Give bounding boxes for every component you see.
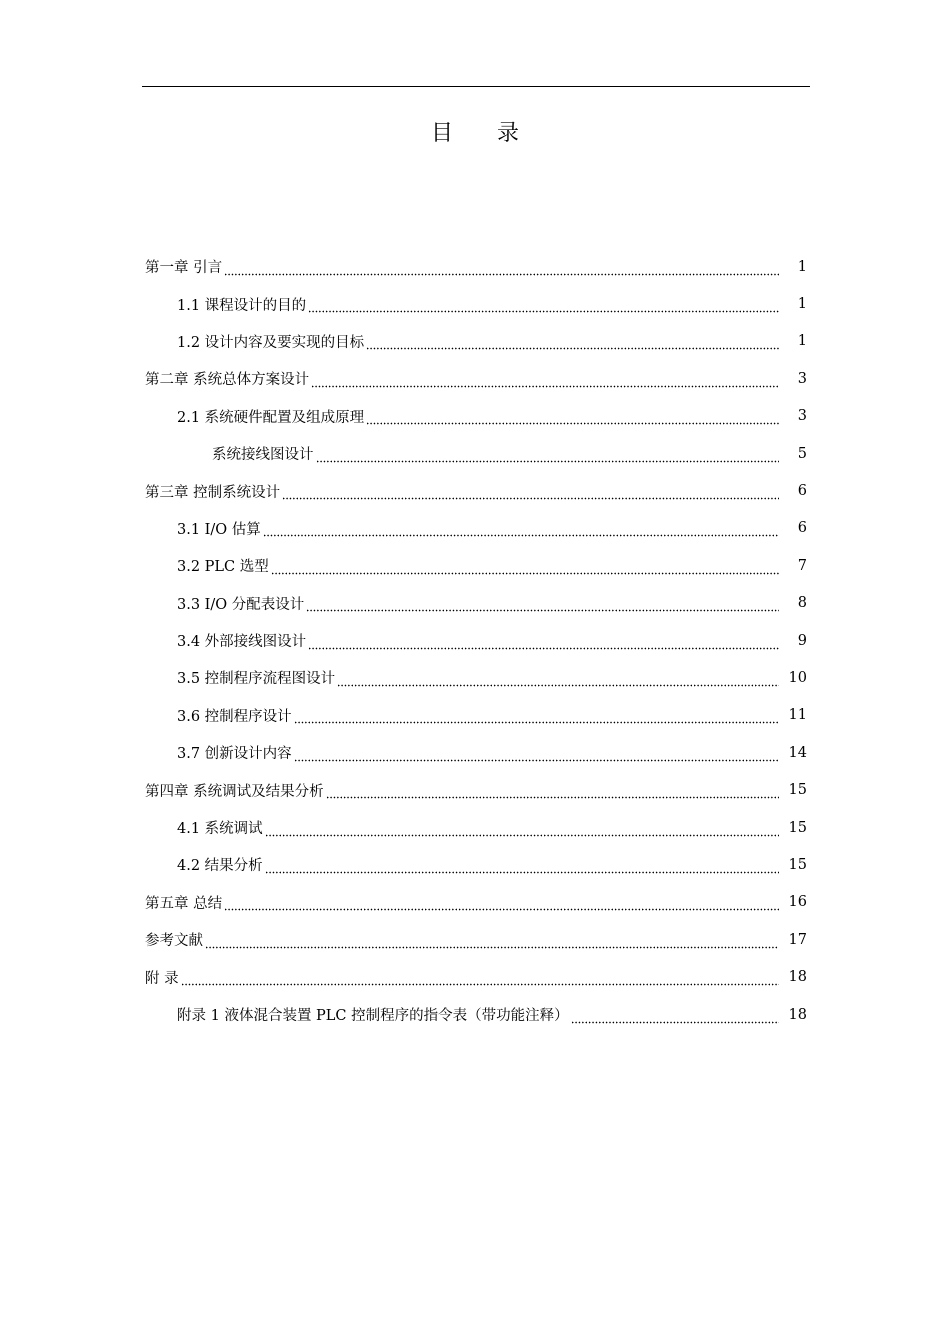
- toc-entry[interactable]: [145, 996, 807, 1033]
- toc-entry-page: 11: [788, 707, 807, 724]
- toc-entry[interactable]: [145, 622, 807, 659]
- toc-leader-dots: [282, 486, 779, 500]
- toc-entry-label: 3.3 I/O 分配表设计: [177, 596, 305, 613]
- toc-entry[interactable]: [145, 585, 807, 622]
- title-char-2: 录: [497, 121, 520, 146]
- toc-entry-page: 15: [788, 782, 807, 799]
- toc-entry-page: 5: [797, 445, 807, 462]
- toc-leader-dots: [326, 785, 779, 799]
- toc-entry[interactable]: [145, 547, 807, 584]
- toc-leader-dots: [224, 897, 779, 911]
- toc-leader-dots: [265, 860, 779, 874]
- toc-entry-page: 16: [788, 894, 807, 911]
- toc-entry-page: 15: [788, 856, 807, 873]
- toc-entry-label: 系统接线图设计: [212, 447, 314, 464]
- toc-entry-page: 7: [797, 557, 807, 574]
- toc-leader-dots: [571, 1010, 779, 1024]
- toc-entry[interactable]: [145, 884, 807, 921]
- toc-entry-label: 第三章 控制系统设计: [145, 484, 281, 501]
- header-rule: [142, 86, 810, 87]
- toc-entry[interactable]: [145, 659, 807, 696]
- toc-entry-label: 第五章 总结: [145, 895, 223, 912]
- toc-entry[interactable]: [145, 360, 807, 397]
- toc-entry-label: 第二章 系统总体方案设计: [145, 372, 310, 389]
- toc-entry[interactable]: [145, 846, 807, 883]
- toc-entry-page: 1: [797, 296, 807, 313]
- toc-entry-label: 3.5 控制程序流程图设计: [177, 671, 336, 688]
- toc-leader-dots: [366, 336, 779, 350]
- toc-leader-dots: [308, 636, 779, 650]
- toc-entry[interactable]: [145, 697, 807, 734]
- toc-entry-page: 1: [797, 333, 807, 350]
- toc-entry[interactable]: [145, 472, 807, 509]
- toc-leader-dots: [316, 449, 780, 463]
- table-of-contents: [145, 248, 807, 1033]
- toc-entry-page: 10: [788, 669, 807, 686]
- toc-leader-dots: [294, 710, 779, 724]
- toc-leader-dots: [205, 935, 779, 949]
- toc-entry-label: 1.2 设计内容及要实现的目标: [177, 334, 365, 351]
- toc-entry-label: 4.2 结果分析: [177, 858, 263, 875]
- toc-entry-label: 4.1 系统调试: [177, 821, 263, 838]
- toc-entry-page: 15: [788, 819, 807, 836]
- toc-entry-page: 6: [797, 520, 807, 537]
- toc-leader-dots: [337, 673, 779, 687]
- toc-entry-label: 3.6 控制程序设计: [177, 708, 292, 725]
- toc-leader-dots: [308, 299, 779, 313]
- toc-entry-page: 1: [797, 258, 807, 275]
- toc-entry[interactable]: [145, 398, 807, 435]
- toc-entry-label: 附录 1 液体混合装置 PLC 控制程序的指令表（带功能注释）: [177, 1008, 569, 1024]
- toc-entry-label: 第一章 引言: [145, 260, 223, 277]
- toc-entry-label: 3.1 I/O 估算: [177, 521, 261, 538]
- toc-entry[interactable]: [145, 510, 807, 547]
- toc-entry-page: 18: [788, 1006, 807, 1023]
- toc-entry[interactable]: [145, 323, 807, 360]
- toc-leader-dots: [263, 523, 779, 537]
- toc-entry-label: 3.7 创新设计内容: [177, 746, 292, 763]
- toc-entry-label: 3.2 PLC 选型: [177, 559, 269, 576]
- toc-entry-label: 3.4 外部接线图设计: [177, 634, 307, 651]
- toc-entry[interactable]: [145, 921, 807, 958]
- toc-entry-label: 第四章 系统调试及结果分析: [145, 783, 324, 800]
- toc-entry-page: 17: [788, 931, 807, 948]
- toc-leader-dots: [294, 748, 779, 762]
- toc-entry[interactable]: [145, 958, 807, 995]
- toc-entry[interactable]: [145, 285, 807, 322]
- toc-entry[interactable]: [145, 435, 807, 472]
- toc-leader-dots: [271, 561, 779, 575]
- toc-leader-dots: [181, 972, 779, 986]
- toc-entry-label: 2.1 系统硬件配置及组成原理: [177, 409, 365, 426]
- toc-entry-page: 3: [797, 408, 807, 425]
- toc-entry-label: 1.1 课程设计的目的: [177, 297, 307, 314]
- toc-entry-page: 9: [797, 632, 807, 649]
- toc-leader-dots: [306, 598, 779, 612]
- toc-entry-page: 18: [788, 969, 807, 986]
- toc-entry[interactable]: [145, 734, 807, 771]
- toc-entry[interactable]: [145, 771, 807, 808]
- toc-entry-page: 6: [797, 483, 807, 500]
- toc-leader-dots: [224, 262, 779, 276]
- toc-entry-page: 3: [797, 370, 807, 387]
- toc-leader-dots: [265, 823, 779, 837]
- toc-entry-page: 14: [788, 744, 807, 761]
- title-char-1: 目: [430, 121, 453, 146]
- toc-entry[interactable]: [145, 809, 807, 846]
- toc-leader-dots: [366, 411, 779, 425]
- toc-entry-page: 8: [797, 595, 807, 612]
- toc-entry-label: 附 录: [145, 970, 179, 987]
- page-title: [0, 118, 950, 150]
- toc-leader-dots: [311, 374, 779, 388]
- toc-entry[interactable]: [145, 248, 807, 285]
- toc-entry-label: 参考文献: [145, 933, 203, 950]
